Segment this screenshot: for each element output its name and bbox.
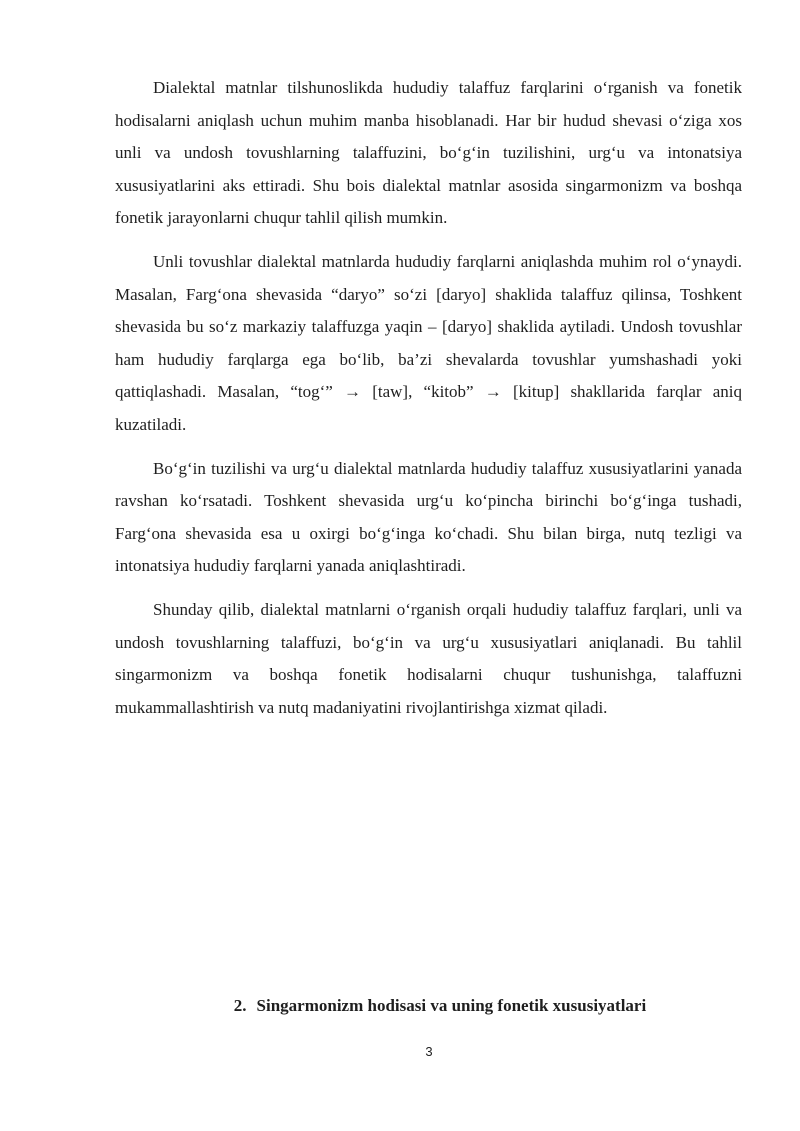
paragraph-4: Shunday qilib, dialektal matnlarni o‘rganish orqali hududiy talaffuz farqlari, unli va undosh tovushlarning talaffuzi, bo‘g‘in va urg‘u xususiyatlari aniqlanadi. Bu tahlil singarmonizm va boshqa fonetik hodisalarni chuqur tushunishga, talaffuzni mukammallashtirish va nutq madaniyatini rivojlantirishga xizmat qiladi.	[115, 599, 742, 717]
section-number: 2.	[233, 996, 247, 1015]
section-title: Singarmonizm hodisasi va uning fonetik xususiyatlari	[256, 996, 647, 1015]
paragraph-2: Unli tovushlar dialektal matnlarda hududiy farqlarni aniqlashda muhim rol o‘ynaydi. Masalan, Farg‘ona shevasida “daryo” so‘zi [daryo] shaklida talaffuz qilinsa, Toshkent shevasida bu so‘z markaziy talaffuzga yaqin – [daryo] shaklida aytiladi. Undosh tovushlar ham hududiy farqlarga ega bo‘lib, ba’zi shevalarda tovushlar yumshashadi yoki qattiqlashadi. Masalan, “tog‘” → [taw], “kitob” → [kitup] shakllarida farqlar aniq kuzatiladi.	[115, 251, 742, 434]
section-heading	[0, 992, 800, 1020]
paragraph-1: Dialektal matnlar tilshunoslikda hududiy talaffuz farqlarini o‘rganish va fonetik hodisalarni aniqlash uchun muhim manba hisoblanadi. Har bir hudud shevasi o‘ziga xos unli va undosh tovushlarning talaffuzini, bo‘g‘in tuzilishini, urg‘u va intonatsiya xususiyatlarini aks ettiradi. Shu bois dialektal matnlar asosida singarmonizm va boshqa fonetik jarayonlarni chuqur tahlil qilish mumkin.	[115, 78, 742, 228]
page-number: 3	[425, 1044, 433, 1059]
paragraph-3: Bo‘g‘in tuzilishi va urg‘u dialektal matnlarda hududiy talaffuz xususiyatlarini yanada ravshan ko‘rsatadi. Toshkent shevasida urg‘u ko‘pincha birinchi bo‘g‘inga tushadi, Farg‘ona shevasida esa u oxirgi bo‘g‘inga ko‘chadi. Shu bilan birga, nutq tezligi va intonatsiya hududiy farqlarni yanada aniqlashtiradi.	[115, 458, 742, 576]
body-text	[115, 72, 742, 735]
